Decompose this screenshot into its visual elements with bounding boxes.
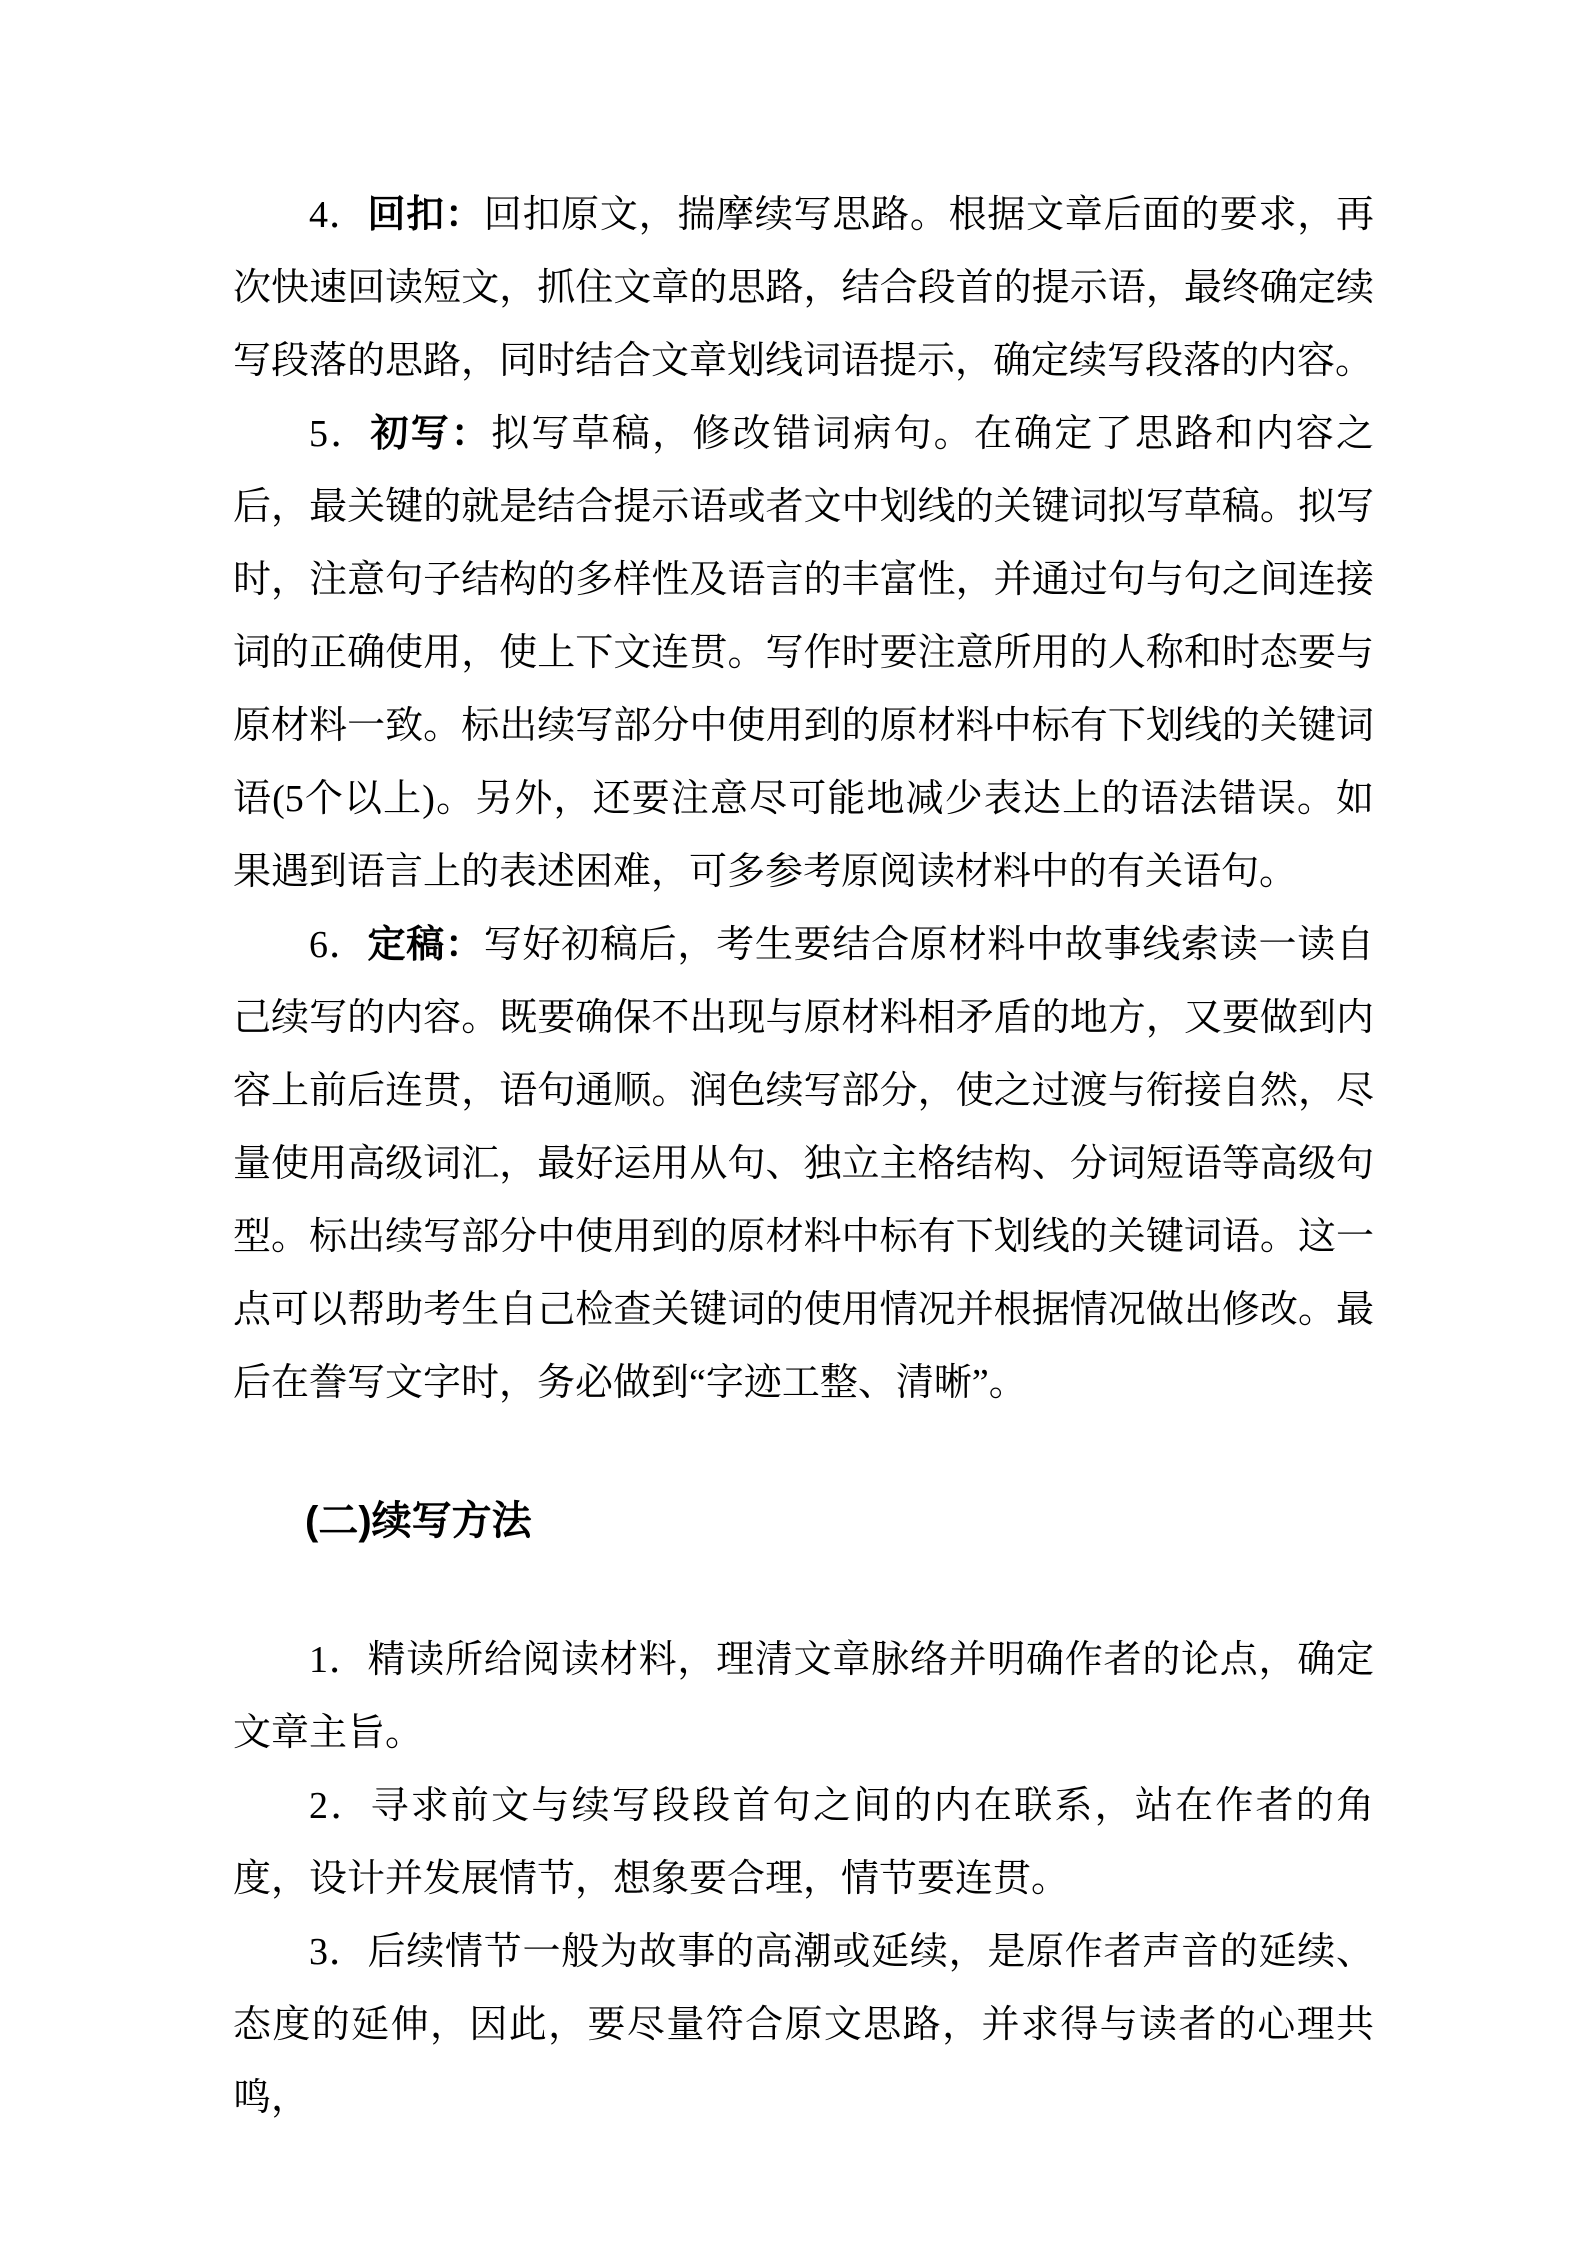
step-number: 6．: [309, 924, 368, 966]
item-number: 3．: [309, 1931, 368, 1973]
item-number: 1．: [309, 1639, 368, 1681]
step-number: 5．: [309, 413, 371, 455]
item-text: 寻求前文与续写段段首句之间的内在联系，站在作者的角度，设计并发展情节，想象要合理，情节要连贯。: [233, 1785, 1374, 1900]
step-text: 写好初稿后，考生要结合原材料中故事线索读一读自己续写的内容。既要确保不出现与原材料相矛盾的地方，又要做到内容上前后连贯，语句通顺。润色续写部分，使之过渡与衔接自然，尽量使用高级词汇，最好运用从句、独立主格结构、分词短语等高级句型。标出续写部分中使用到的原材料中标有下划线的关键词语。这一点可以帮助考生自己检查关键词的使用情况并根据情况做出修改。最后在誊写文字时，务必做到“字迹工整、清晰”。: [233, 924, 1374, 1404]
step-text: 拟写草稿，修改错词病句。在确定了思路和内容之后，最关键的就是结合提示语或者文中划线的关键词拟写草稿。拟写时，注意句子结构的多样性及语言的丰富性，并通过句与句之间连接词的正确使用，使上下文连贯。写作时要注意所用的人称和时态要与原材料一致。标出续写部分中使用到的原材料中标有下划线的关键词语(5个以上)。另外，还要注意尽可能地减少表达上的语法错误。如果遇到语言上的表述困难，可多参考原阅读材料中的有关语句。: [233, 413, 1374, 893]
method-item-3: [233, 1916, 1374, 2135]
step-paragraph-4: [233, 179, 1374, 398]
method-item-1: [233, 1624, 1374, 1770]
step-label: 回扣：: [367, 194, 484, 236]
item-number: 2．: [309, 1785, 371, 1827]
step-label: 定稿：: [367, 924, 484, 966]
item-text: 后续情节一般为故事的高潮或延续，是原作者声音的延续、态度的延伸，因此，要尽量符合原文思路，并求得与读者的心理共鸣，: [233, 1931, 1374, 2119]
step-paragraph-6: [233, 909, 1374, 1420]
step-text: 回扣原文，揣摩续写思路。根据文章后面的要求，再次快速回读短文，抓住文章的思路，结合段首的提示语，最终确定续写段落的思路，同时结合文章划线词语提示，确定续写段落的内容。: [233, 194, 1374, 382]
item-text: 精读所给阅读材料，理清文章脉络并明确作者的论点，确定文章主旨。: [233, 1639, 1374, 1754]
method-item-2: [233, 1770, 1374, 1916]
step-label: 初写：: [370, 413, 492, 455]
section-heading: (二)续写方法: [305, 1499, 532, 1543]
step-paragraph-5: [233, 398, 1374, 909]
step-number: 4．: [309, 194, 368, 236]
